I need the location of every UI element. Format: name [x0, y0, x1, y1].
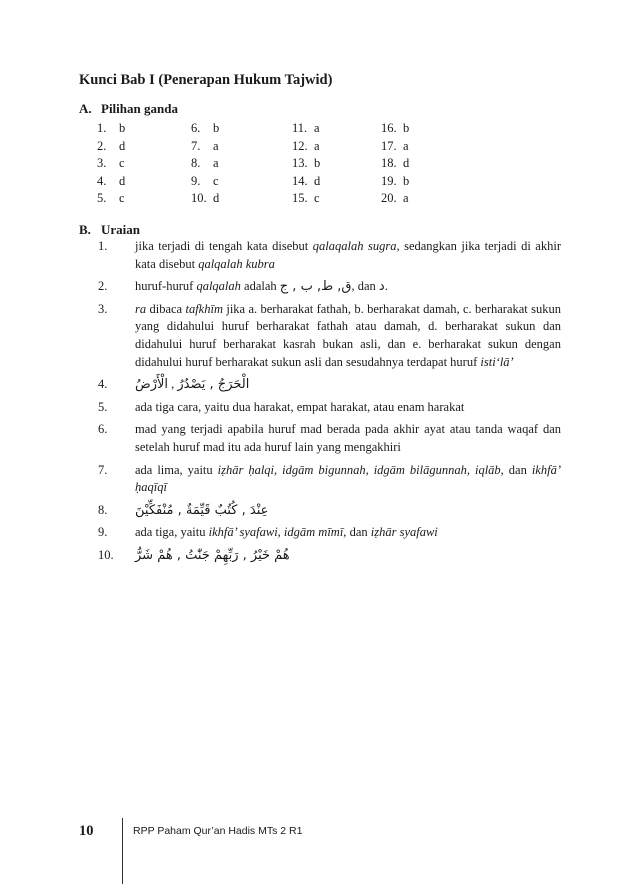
- essay-answer-item: [79, 462, 561, 497]
- mc-question-number: 4.: [97, 173, 107, 188]
- answer-text-fragment: dan: [503, 462, 532, 477]
- mc-question-number: 14.: [292, 173, 308, 188]
- mc-question-number: 17.: [381, 138, 397, 153]
- mc-question-number: 15.: [292, 191, 308, 205]
- essay-answer-text: [135, 421, 561, 456]
- section-b-label: Uraian: [101, 222, 140, 237]
- mc-answer-letter: b: [403, 173, 410, 188]
- essay-answer-item: [79, 301, 561, 371]
- essay-answer-text: [135, 399, 561, 417]
- essay-answer-text: [135, 278, 561, 296]
- arabic-text: ق, ط, ب , ج: [279, 279, 352, 295]
- essay-answer-text: [135, 376, 561, 394]
- answer-text-fragment: dan: [346, 525, 371, 540]
- mc-answer-item: [381, 173, 409, 189]
- mc-answer-item: [292, 155, 320, 171]
- mc-answer-letter: c: [119, 191, 125, 205]
- mc-answer-item: [292, 173, 320, 189]
- arabic-text: د: [378, 279, 385, 295]
- mc-answer-letter: d: [403, 156, 410, 170]
- answer-text-fragment: ada lima, yaitu: [135, 462, 218, 477]
- answer-text-fragment: huruf-huruf: [135, 279, 197, 294]
- essay-answer-number: 3.: [98, 301, 108, 316]
- mc-answer-letter: a: [403, 191, 409, 205]
- essay-answer-item: [79, 502, 561, 520]
- essay-answer-number: 2.: [98, 279, 108, 294]
- mc-answer-item: [97, 173, 125, 189]
- essay-answer-number: 10.: [98, 547, 114, 562]
- answer-text-fragment: iẓhār syafawi: [370, 525, 438, 540]
- footer-divider: [122, 818, 123, 884]
- answer-text-fragment: ada tiga cara, yaitu dua harakat, empat harakat, atau enam harakat: [135, 399, 465, 414]
- mc-question-number: 8.: [191, 156, 201, 170]
- answer-text-fragment: mad yang terjadi apabila huruf mad berada pada akhir ayat atau tanda waqaf dan setelah huruf mad itu ada huruf lain yang mengakhiri: [135, 422, 561, 454]
- mc-question-number: 2.: [97, 138, 107, 153]
- mc-question-number: 19.: [381, 173, 397, 188]
- answer-text-fragment: isti‘lā’: [480, 354, 514, 369]
- mc-answer-letter: d: [314, 173, 321, 188]
- answer-text-fragment: , dan: [351, 279, 379, 294]
- mc-answer-item: [191, 138, 219, 154]
- arabic-text: عِنْدَ , كُتُبٌ قَيِّمَةٌ , مُنْفَكِّيْنَ: [135, 502, 269, 518]
- section-a-letter: A.: [79, 101, 92, 116]
- section-b-letter: B.: [79, 222, 91, 237]
- mc-answer-letter: c: [314, 191, 320, 205]
- mc-answer-letter: c: [213, 173, 219, 188]
- answer-text-fragment: jika terjadi di tengah kata disebut: [135, 239, 313, 253]
- mc-question-number: 20.: [381, 191, 397, 205]
- essay-answer-text: [135, 502, 561, 520]
- mc-answer-item: [97, 138, 125, 154]
- essay-answer-number: 1.: [98, 239, 108, 253]
- mc-question-number: 9.: [191, 173, 201, 188]
- arabic-text: الْحَرَجُ , يَصْدُرُ: [177, 377, 250, 393]
- essay-answer-number: 6.: [98, 422, 108, 437]
- answer-text-fragment: tafkhīm: [185, 301, 223, 316]
- answer-text-fragment: sedangkan jika terjadi di akhir kata disebut: [135, 239, 561, 271]
- mc-answer-item: [381, 138, 409, 154]
- mc-question-number: 12.: [292, 138, 308, 153]
- essay-answer-item: [79, 421, 561, 456]
- answer-text-fragment: dibaca: [146, 301, 186, 316]
- essay-answer-item: [79, 547, 561, 565]
- answer-text-fragment: ada tiga, yaitu: [135, 525, 209, 540]
- mc-answer-letter: b: [314, 156, 321, 170]
- arabic-text: الْأَرْضُ: [135, 377, 169, 393]
- mc-answer-item: [191, 120, 219, 136]
- answer-text-fragment: jika a. berharakat fathah, b. berharakat damah, c. berharakat sukun yang didahului huruf berharakat fathah atau damah, d. berharakat sukun dan didahului huruf berharakat kasrah bukan asli, dan e. berharakat sukun dengan didahului huruf berharakat sukun asli dan sesudahnya terdapat huruf: [135, 301, 561, 369]
- mc-answer-item: [381, 155, 409, 171]
- mc-answer-letter: b: [403, 121, 410, 135]
- page-title: Kunci Bab I (Penerapan Hukum Tajwid): [79, 72, 333, 88]
- mc-answer-letter: a: [314, 121, 320, 135]
- mc-answer-item: [191, 190, 219, 206]
- mc-question-number: 6.: [191, 121, 201, 135]
- essay-answer-text: [135, 462, 561, 497]
- essay-answer-text: [135, 238, 561, 273]
- answer-text-fragment: qalaqalah sugra,: [312, 239, 400, 253]
- mc-question-number: 18.: [381, 156, 397, 170]
- essay-answers: [79, 238, 561, 570]
- mc-answer-item: [381, 190, 409, 206]
- mc-answer-item: [97, 155, 125, 171]
- mc-answer-item: [381, 120, 409, 136]
- mc-answer-item: [292, 190, 320, 206]
- essay-answer-number: 5.: [98, 399, 108, 414]
- mc-answer-letter: b: [119, 121, 126, 135]
- page-number: 10: [79, 823, 94, 839]
- essay-answer-text: [135, 547, 561, 565]
- mc-question-number: 10.: [191, 191, 207, 205]
- section-a-label: Pilihan ganda: [101, 101, 178, 116]
- mc-answer-item: [97, 190, 125, 206]
- mc-answer-item: [97, 120, 125, 136]
- essay-answer-number: 4.: [98, 377, 108, 392]
- mc-answer-letter: c: [119, 156, 125, 170]
- mc-answer-item: [191, 155, 219, 171]
- mc-answer-item: [292, 138, 320, 154]
- essay-answer-text: [135, 301, 561, 371]
- answer-text-fragment: ra: [135, 301, 147, 316]
- essay-answer-item: [79, 376, 561, 394]
- footer-book-title: RPP Paham Qur’an Hadis MTs 2 R1: [133, 825, 303, 837]
- mc-answer-letter: a: [213, 156, 219, 170]
- mc-question-number: 5.: [97, 191, 107, 205]
- mc-answer-letter: d: [213, 191, 220, 205]
- arabic-text: هُمْ خَيْرُ , رَبِّهِمْ جَنّٰتُ , هُمْ شَرُّ: [135, 547, 290, 563]
- mc-answer-item: [292, 120, 320, 136]
- essay-answer-item: [79, 238, 561, 273]
- essay-answer-number: 9.: [98, 525, 108, 540]
- essay-answer-item: [79, 278, 561, 296]
- answer-text-fragment: qalqalah: [196, 279, 241, 294]
- essay-answer-number: 8.: [98, 502, 108, 517]
- mc-question-number: 13.: [292, 156, 308, 170]
- essay-answer-item: [79, 524, 561, 542]
- answer-text-fragment: .: [384, 279, 388, 294]
- essay-answer-text: [135, 524, 561, 542]
- essay-answer-item: [79, 399, 561, 417]
- mc-question-number: 1.: [97, 121, 107, 135]
- answer-text-fragment: ikhfā’ ḥaqīqī: [135, 462, 561, 495]
- answer-text-fragment: ikhfā’ syafawi, idgām mīmī,: [208, 525, 347, 540]
- essay-answer-number: 7.: [98, 462, 108, 477]
- multiple-choice-answers: [79, 120, 519, 210]
- answer-text-fragment: adalah: [240, 279, 280, 294]
- mc-answer-letter: b: [213, 121, 220, 135]
- mc-question-number: 11.: [292, 121, 308, 135]
- mc-answer-letter: d: [119, 138, 126, 153]
- mc-question-number: 3.: [97, 156, 107, 170]
- mc-answer-letter: a: [403, 138, 409, 153]
- answer-text-fragment: iẓhār ḥalqi, idgām bigunnah, idgām bilāgunnah, iqlāb,: [217, 462, 504, 477]
- answer-text-fragment: qalqalah kubra: [198, 256, 275, 271]
- section-a-heading: [79, 101, 178, 117]
- answer-text-fragment: ,: [168, 377, 178, 392]
- mc-answer-item: [191, 173, 219, 189]
- mc-question-number: 7.: [191, 138, 201, 153]
- section-b-heading: [79, 222, 140, 238]
- mc-answer-letter: d: [119, 173, 126, 188]
- mc-question-number: 16.: [381, 121, 397, 135]
- mc-answer-letter: a: [213, 138, 219, 153]
- mc-answer-letter: a: [314, 138, 320, 153]
